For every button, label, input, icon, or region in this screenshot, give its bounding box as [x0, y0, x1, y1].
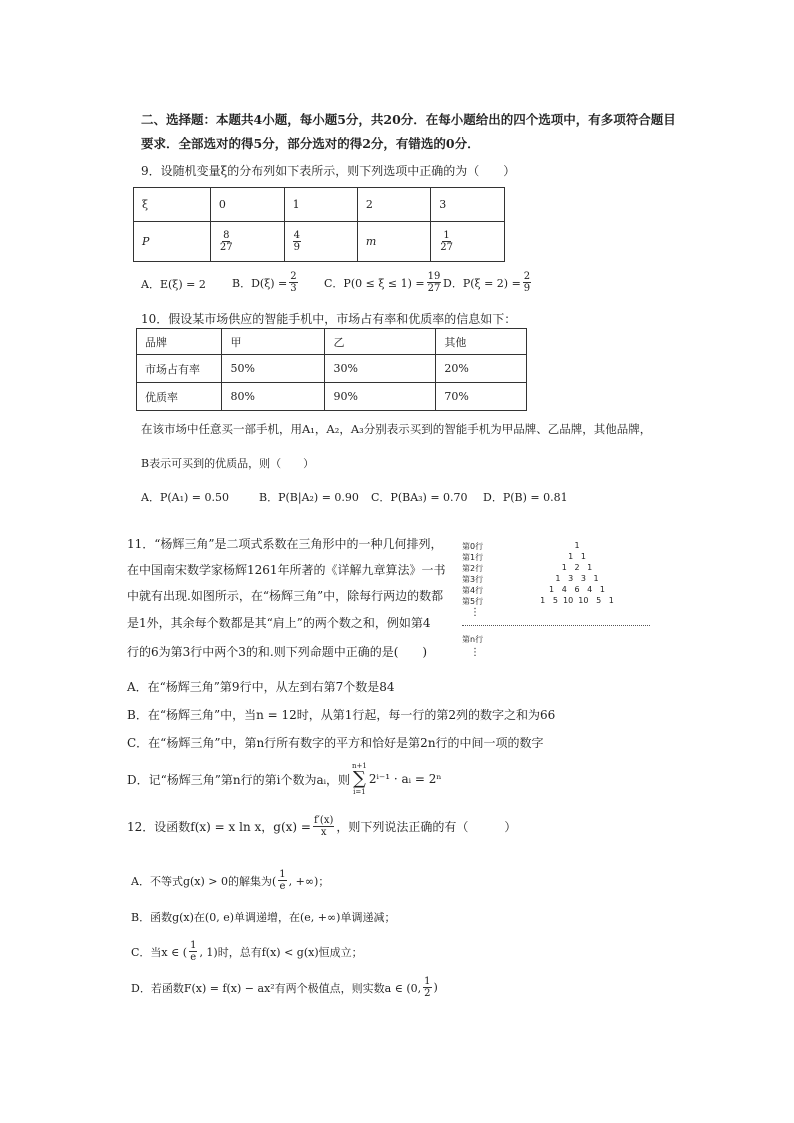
yanghui-triangle-figure [462, 541, 662, 671]
q12-option-a: A．不等式g(x) > 0的解集为( $\frac{1}{e}$ , +∞)； [131, 869, 330, 892]
q9-cell-3: 3 [431, 188, 505, 222]
q11-option-b: B．在“杨辉三角”中，当n = 12时，从第1行起，每一行的第2列的数字之和为66 [127, 708, 556, 722]
q10-option-b: B．P(B|A₂) = 0.90 [259, 491, 359, 504]
q12-option-d: D．若函数F(x) = f(x) − ax²有两个极值点，则实数a ∈ (0, $\frac{1}{2}$ ) [131, 976, 438, 999]
triangle-row-label: 第0行 [462, 542, 484, 551]
q11-option-c: C．在“杨辉三角”中，第n行所有数字的平方和恰好是第2n行的中间一项的数字 [127, 736, 544, 750]
triangle-row-label: 第3行 [462, 575, 484, 584]
q9-distribution-table [133, 187, 505, 262]
q10-cell: 90% [325, 383, 436, 411]
triangle-row-numbers: 1 [574, 541, 580, 550]
q9-option-c: C．P(0 ≤ ξ ≤ 1) = $\frac{19}{27}$ [324, 271, 441, 294]
q9-cell-p: P [134, 222, 211, 262]
q9-option-a: A．E(ξ) = 2 [141, 278, 206, 291]
q10-stem: 10．假设某市场供应的智能手机中，市场占有率和优质率的信息如下： [141, 312, 517, 326]
q10-cell: 乙 [325, 329, 436, 355]
triangle-row-label-n: 第n行 [462, 635, 484, 644]
section-header-line1: 二、选择题：本题共4小题，每小题5分，共20分．在每小题给出的四个选项中，有多项符合题目 [141, 112, 676, 127]
q10-cell: 品牌 [137, 329, 222, 355]
q10-cell: 其他 [436, 329, 527, 355]
q10-cell: 甲 [222, 329, 325, 355]
q10-cell: 70% [436, 383, 527, 411]
q9-cell-xi: ξ [134, 188, 211, 222]
q10-text1: 在该市场中任意买一部手机，用A₁，A₂，A₃分别表示买到的智能手机为甲品牌、乙品牌，其他品牌， [141, 422, 652, 436]
q11-line2: 在中国南宋数学家杨辉1261年所著的《详解九章算法》一书 [127, 563, 446, 577]
q11-line5: 行的6为第3行中两个3的和.则下列命题中正确的是( ) [127, 645, 428, 659]
q10-cell: 50% [222, 355, 325, 383]
q10-option-a: A．P(A₁) = 0.50 [141, 491, 229, 504]
q10-cell: 市场占有率 [137, 355, 222, 383]
q9-cell-1: 1 [284, 188, 357, 222]
q10-option-d: D．P(B) = 0.81 [483, 491, 568, 504]
q10-option-c: C．P(BA₃) = 0.70 [371, 491, 468, 504]
triangle-vdots: ⋮ [470, 647, 480, 658]
triangle-dotted-line [462, 625, 650, 626]
q9-option-b: B．D(ξ) = $\frac{2}{3}$ [232, 271, 297, 294]
q9-cell-p0: $\frac{8}{27}$ [210, 222, 284, 262]
triangle-row-numbers: 1 3 3 1 [555, 574, 599, 583]
q11-line3: 中就有出现.如图所示，在“杨辉三角”中，除每行两边的数都 [127, 589, 444, 603]
q11-option-a: A．在“杨辉三角”第9行中，从左到右第7个数是84 [127, 680, 395, 694]
triangle-row-label: 第5行 [462, 597, 484, 606]
q11-option-d: D．记“杨辉三角”第n行的第i个数为aᵢ，则 n+1 ∑ i=1 2ⁱ⁻¹ · aᵢ = 2ⁿ [127, 762, 442, 796]
summation-symbol: n+1 ∑ i=1 [352, 762, 367, 796]
triangle-row-numbers: 1 4 6 4 1 [549, 585, 605, 594]
q10-info-table [136, 328, 527, 411]
q9-cell-p1: $\frac{4}{9}$ [284, 222, 357, 262]
q10-cell: 优质率 [137, 383, 222, 411]
triangle-row-label: 第2行 [462, 564, 484, 573]
triangle-row-numbers: 1 5 10 10 5 1 [540, 596, 614, 605]
q9-cell-2: 2 [357, 188, 430, 222]
q10-text2: B表示可买到的优质品，则（ ） [141, 457, 315, 470]
q12-stem: 12．设函数f(x) = x ln x，g(x) = $\frac{f'(x)}{x}$ ，则下列说法正确的有（ ） [127, 815, 517, 838]
q9-cell-p3: $\frac{1}{27}$ [431, 222, 505, 262]
q12-option-b: B．函数g(x)在(0, e)单调递增，在(e, +∞)单调递减； [131, 911, 396, 924]
q10-cell: 30% [325, 355, 436, 383]
q11-line1: 11．“杨辉三角”是二项式系数在三角形中的一种几何排列， [127, 537, 443, 551]
q9-stem: 9．设随机变量ξ的分布列如下表所示，则下列选项中正确的为（ ） [141, 164, 516, 178]
section-header-line2: 要求．全部选对的得5分，部分选对的得2分，有错选的0分． [141, 136, 480, 151]
triangle-vdots: ⋮ [470, 607, 480, 618]
q10-cell: 20% [436, 355, 527, 383]
q12-option-c: C．当x ∈ ( $\frac{1}{e}$ , 1)时，总有f(x) < g(x)恒成立； [131, 940, 363, 963]
triangle-row-numbers: 1 1 [568, 552, 586, 561]
triangle-row-label: 第1行 [462, 553, 484, 562]
triangle-row-label: 第4行 [462, 586, 484, 595]
triangle-row-numbers: 1 2 1 [561, 563, 593, 572]
q9-option-d: D．P(ξ = 2) = $\frac{2}{9}$ [443, 271, 531, 294]
q10-cell: 80% [222, 383, 325, 411]
q9-cell-0: 0 [210, 188, 284, 222]
q11-line4: 是1外，其余每个数都是其“肩上”的两个数之和，例如第4 [127, 616, 431, 630]
q9-cell-p2: m [357, 222, 430, 262]
